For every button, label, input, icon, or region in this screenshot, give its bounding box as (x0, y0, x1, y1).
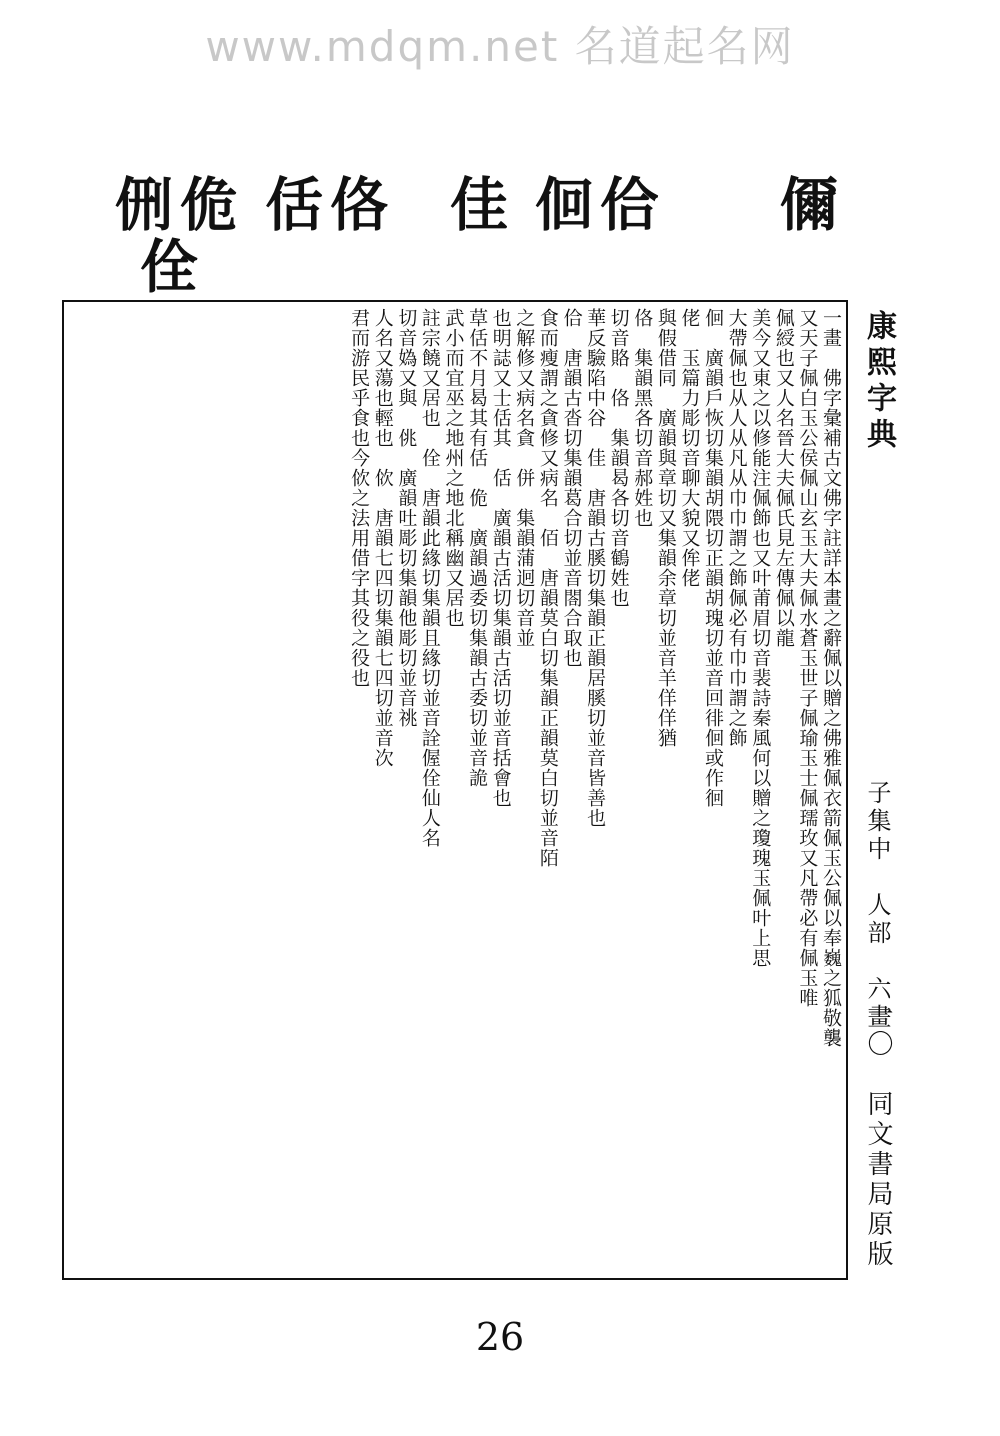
text-column: 食而瘦謂之貪修又病名 佰 唐韻莫白切集韻正韻莫白切並音陌 (536, 308, 559, 868)
page-number: 26 (475, 1315, 525, 1359)
book-title: 康熙字典 (861, 310, 896, 454)
watermark-text: www.mdqm.net 名道起名网 (205, 22, 795, 71)
text-column: 也明誌又士佸其 佸 廣韻古活切集韻古活切並音括會也 (489, 308, 512, 808)
seal-char-4: 佳 (450, 171, 509, 239)
text-column: 又天子佩白玉公侯佩山玄玉大夫佩水蒼玉世子佩瑜玉士佩瓀玫又凡帶必有佩玉唯 (796, 308, 819, 1008)
text-column: 佩綬也又人名晉大夫佩氏見左傳佩以龍 (772, 308, 795, 648)
text-column: 切音賂 佫 集韻曷各切音鶴姓也 (607, 308, 630, 608)
text-column: 佮 唐韻古沓切集韻葛合切並音閤合取也 (560, 308, 583, 668)
text-column: 君而游民乎食也今佽之法用借字其役之役也 (348, 308, 371, 688)
text-column: 草佸不月曷其有佸 佹 廣韻過委切集韻古委切並音詭 (466, 308, 489, 788)
seal-char-6: 佸 (265, 171, 324, 239)
text-column: 佫 集韻黑各切音郝姓也 (631, 308, 654, 528)
text-column: 註宗饒又居也 佺 唐韻此緣切集韻且緣切並音詮偓佺仙人名 (418, 308, 441, 848)
text-column: 佪 廣韻戶恢切集韻胡隈切正韻胡瑰切並音回徘佪或作徊 (702, 308, 725, 808)
text-column: 一畫 佛字彙補古文佛字註詳本畫之辭佩以贈之佛雅佩衣箭佩玉公佩以奉巍之狐敬襲 (820, 308, 842, 1048)
text-column: 與假借同 廣韻與章切又集韻余章切並音羊佯佯猶 (654, 308, 677, 748)
text-column: 武小而宜巫之地州之地北稱幽又居也 (442, 308, 465, 628)
margin-column (852, 300, 898, 1280)
seal-char-7: 佹 (180, 171, 239, 239)
publisher-label: 一〇 同文書局原版 (863, 1000, 893, 1270)
section-label: 子集中 人部 六畫 (863, 780, 891, 1032)
seal-char-2: 佮 (600, 171, 659, 239)
text-column: 之解修又病名貪 併 集韻蒲迥切音並 (513, 308, 536, 648)
text-column: 美今又東之以修能注佩飾也又叶莆眉切音裴詩秦風何以贈之瓊瑰玉佩叶上思 (749, 308, 772, 968)
seal-char-3: 佪 (535, 171, 594, 239)
seal-char-5: 佫 (330, 171, 389, 239)
text-column: 大帶佩也从人从凡从巾巾謂之飾佩必有巾巾謂之飾 (725, 308, 748, 748)
seal-script-row (60, 171, 890, 301)
dictionary-text-frame (62, 300, 848, 1280)
seal-char-1: 儞 (780, 171, 839, 239)
text-column: 佬 玉篇力彫切音聊大貌又侔佬 (678, 308, 701, 588)
seal-char-8: 侀 (115, 171, 174, 239)
text-column: 切音媯又與 佻 廣韻吐彫切集韻他彫切並音祧 (395, 308, 418, 728)
text-column: 人名又蕩也輕也 佽 唐韻七四切集韻七四切並音次 (371, 308, 394, 768)
seal-char-9: 佺 (140, 233, 199, 301)
text-column: 華反驗陷中谷 佳 唐韻古膎切集韻正韻居膎切並音皆善也 (584, 308, 607, 828)
dictionary-columns (64, 302, 846, 1278)
